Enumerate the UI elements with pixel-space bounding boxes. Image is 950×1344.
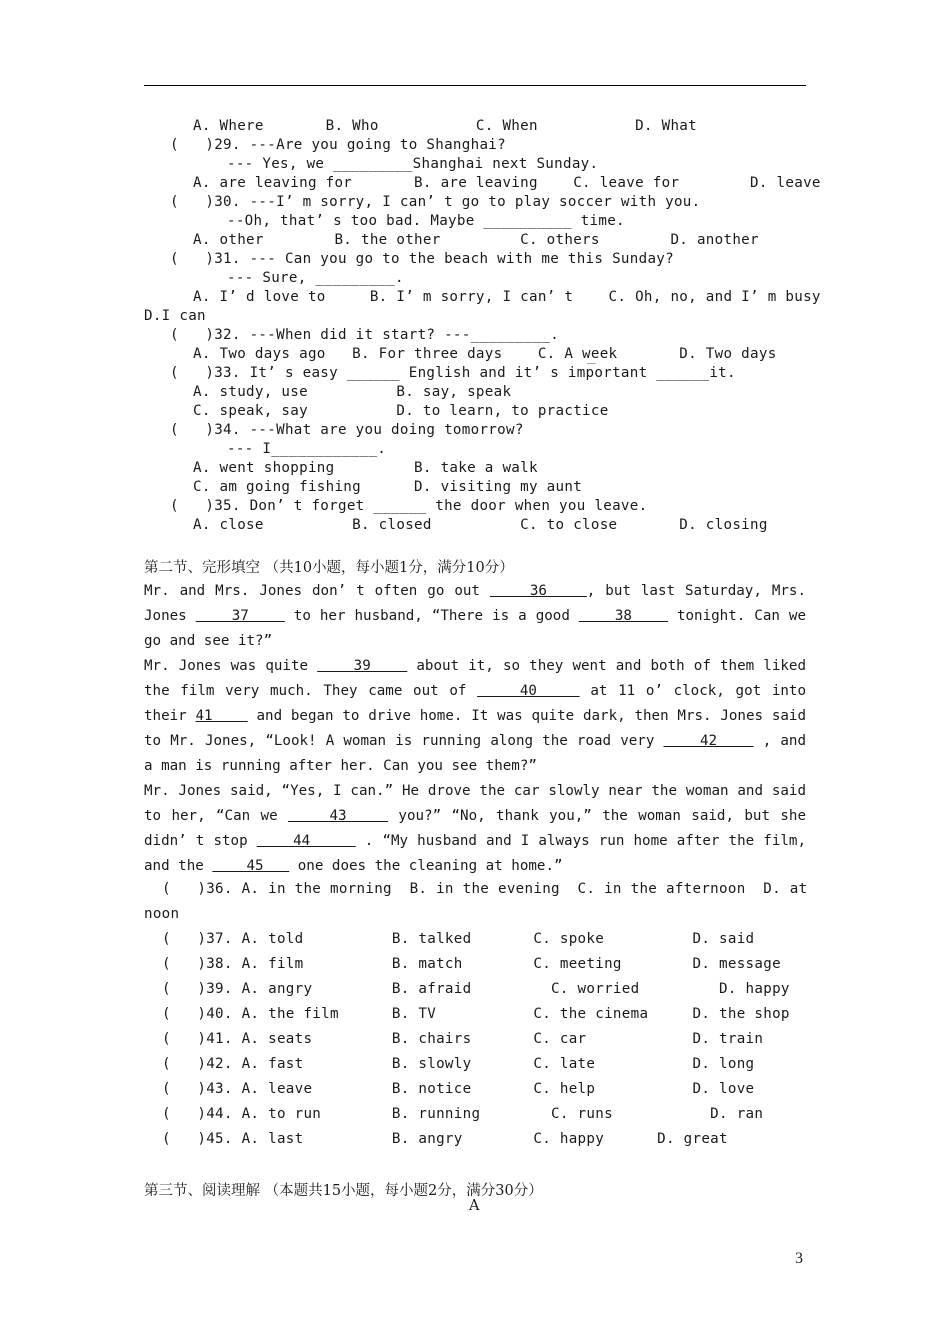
section-3-title: 第三节、阅读理解 （本题共15小题，每小题2分，满分30分） [144, 1183, 543, 1199]
cloze-option-line: ( )39. A. angry B. afraid C. worried D. happy [162, 981, 790, 997]
cloze-paragraph-3 [144, 779, 806, 879]
passage-label: A [469, 1198, 480, 1214]
question-line: A. study, use B. say, speak [193, 384, 512, 400]
blank-number: 41 [195, 708, 248, 724]
question-line: --Oh, that’ s too bad. Maybe __________ time. [227, 213, 625, 229]
passage-text: Mr. Jones was quite [144, 658, 318, 674]
passage-text: and began to drive home. It was quite dark, then Mrs. Jones said to Mr. Jones, “Look! A woman is running along the road very [144, 708, 806, 749]
passage-text: tonight. Can we go and see it?” [144, 608, 806, 649]
passage-text: to her husband, “There is a good [284, 608, 579, 624]
question-line: A. close B. closed C. to close D. closing [193, 517, 768, 533]
blank-number: 40 [477, 683, 580, 699]
question-line: ( )30. ---I’ m sorry, I can’ t go to play soccer with you. [170, 194, 701, 210]
cloze-paragraph-1 [144, 579, 806, 654]
cloze-option-line: ( )43. A. leave B. notice C. help D. love [162, 1081, 755, 1097]
cloze-option-line: noon [144, 906, 180, 922]
header-rule [144, 85, 806, 86]
cloze-option-line: ( )36. A. in the morning B. in the evening C. in the afternoon D. at [162, 881, 808, 897]
question-line: A. I’ d love to B. I’ m sorry, I can’ t C. Oh, no, and I’ m busy [193, 289, 821, 305]
question-line: ( )33. It’ s easy ______ English and it’ s important ______it. [170, 365, 736, 381]
blank-number: 44 [256, 833, 356, 849]
blank-number: 43 [288, 808, 389, 824]
question-line: A. Two days ago B. For three days C. A week D. Two days [193, 346, 777, 362]
question-line: ( )32. ---When did it start? ---_________. [170, 327, 560, 343]
question-line: A. Where B. Who C. When D. What [193, 118, 697, 134]
question-line: A. went shopping B. take a walk [193, 460, 538, 476]
page-number: 3 [795, 1250, 803, 1267]
question-line: A. are leaving for B. are leaving C. leave for D. leave [193, 175, 821, 191]
cloze-paragraph-2 [144, 654, 806, 779]
cloze-option-line: ( )44. A. to run B. running C. runs D. ran [162, 1106, 764, 1122]
question-line: --- I____________. [227, 441, 387, 457]
blank-number: 45 [212, 858, 290, 874]
question-line: --- Yes, we _________Shanghai next Sunday. [227, 156, 599, 172]
question-line: A. other B. the other C. others D. another [193, 232, 759, 248]
passage-text: at 11 o’ clock, got into their [144, 683, 806, 724]
cloze-option-line: ( )38. A. film B. match C. meeting D. message [162, 956, 781, 972]
passage-text: about it, so they went and both of them liked the film very much. They came out of [144, 658, 806, 699]
highlight-mark [587, 357, 596, 364]
cloze-option-line: ( )37. A. told B. talked C. spoke D. said [162, 931, 755, 947]
passage-text: , but last Saturday, Mrs. Jones [144, 583, 807, 624]
blank-number: 36 [489, 583, 587, 599]
question-line: ( )31. --- Can you go to the beach with me this Sunday? [170, 251, 674, 267]
section-2-title: 第二节、完形填空 （共10小题，每小题1分，满分10分） [144, 560, 514, 576]
cloze-option-line: ( )41. A. seats B. chairs C. car D. train [162, 1031, 764, 1047]
question-line: C. speak, say D. to learn, to practice [193, 403, 609, 419]
question-line: D.I can [144, 308, 206, 324]
question-line: --- Sure, _________. [227, 270, 404, 286]
blank-number: 39 [317, 658, 408, 674]
passage-text: , and a man is running after her. Can you see them?” [144, 733, 807, 774]
blank-number: 42 [663, 733, 754, 749]
question-line: ( )34. ---What are you doing tomorrow? [170, 422, 524, 438]
passage-text: Mr. and Mrs. Jones don’ t often go out [144, 583, 490, 599]
question-line: ( )35. Don’ t forget ______ the door when you leave. [170, 498, 648, 514]
cloze-option-line: ( )42. A. fast B. slowly C. late D. long [162, 1056, 755, 1072]
cloze-option-line: ( )40. A. the film B. TV C. the cinema D. the shop [162, 1006, 790, 1022]
passage-text: Mr. Jones said, “Yes, I can.” He drove the car slowly near the woman and said to her, “Can we [144, 783, 806, 824]
passage-text: one does the cleaning at home.” [289, 858, 563, 874]
blank-number: 37 [195, 608, 285, 624]
passage-text: . “My husband and I always run home after the film, and the [144, 833, 806, 874]
cloze-option-line: ( )45. A. last B. angry C. happy D. great [162, 1131, 728, 1147]
passage-text: you?” “No, thank you,” the woman said, but she didn’ t stop [144, 808, 806, 849]
blank-number: 38 [578, 608, 668, 624]
question-line: C. am going fishing D. visiting my aunt [193, 479, 583, 495]
question-line: ( )29. ---Are you going to Shanghai? [170, 137, 506, 153]
